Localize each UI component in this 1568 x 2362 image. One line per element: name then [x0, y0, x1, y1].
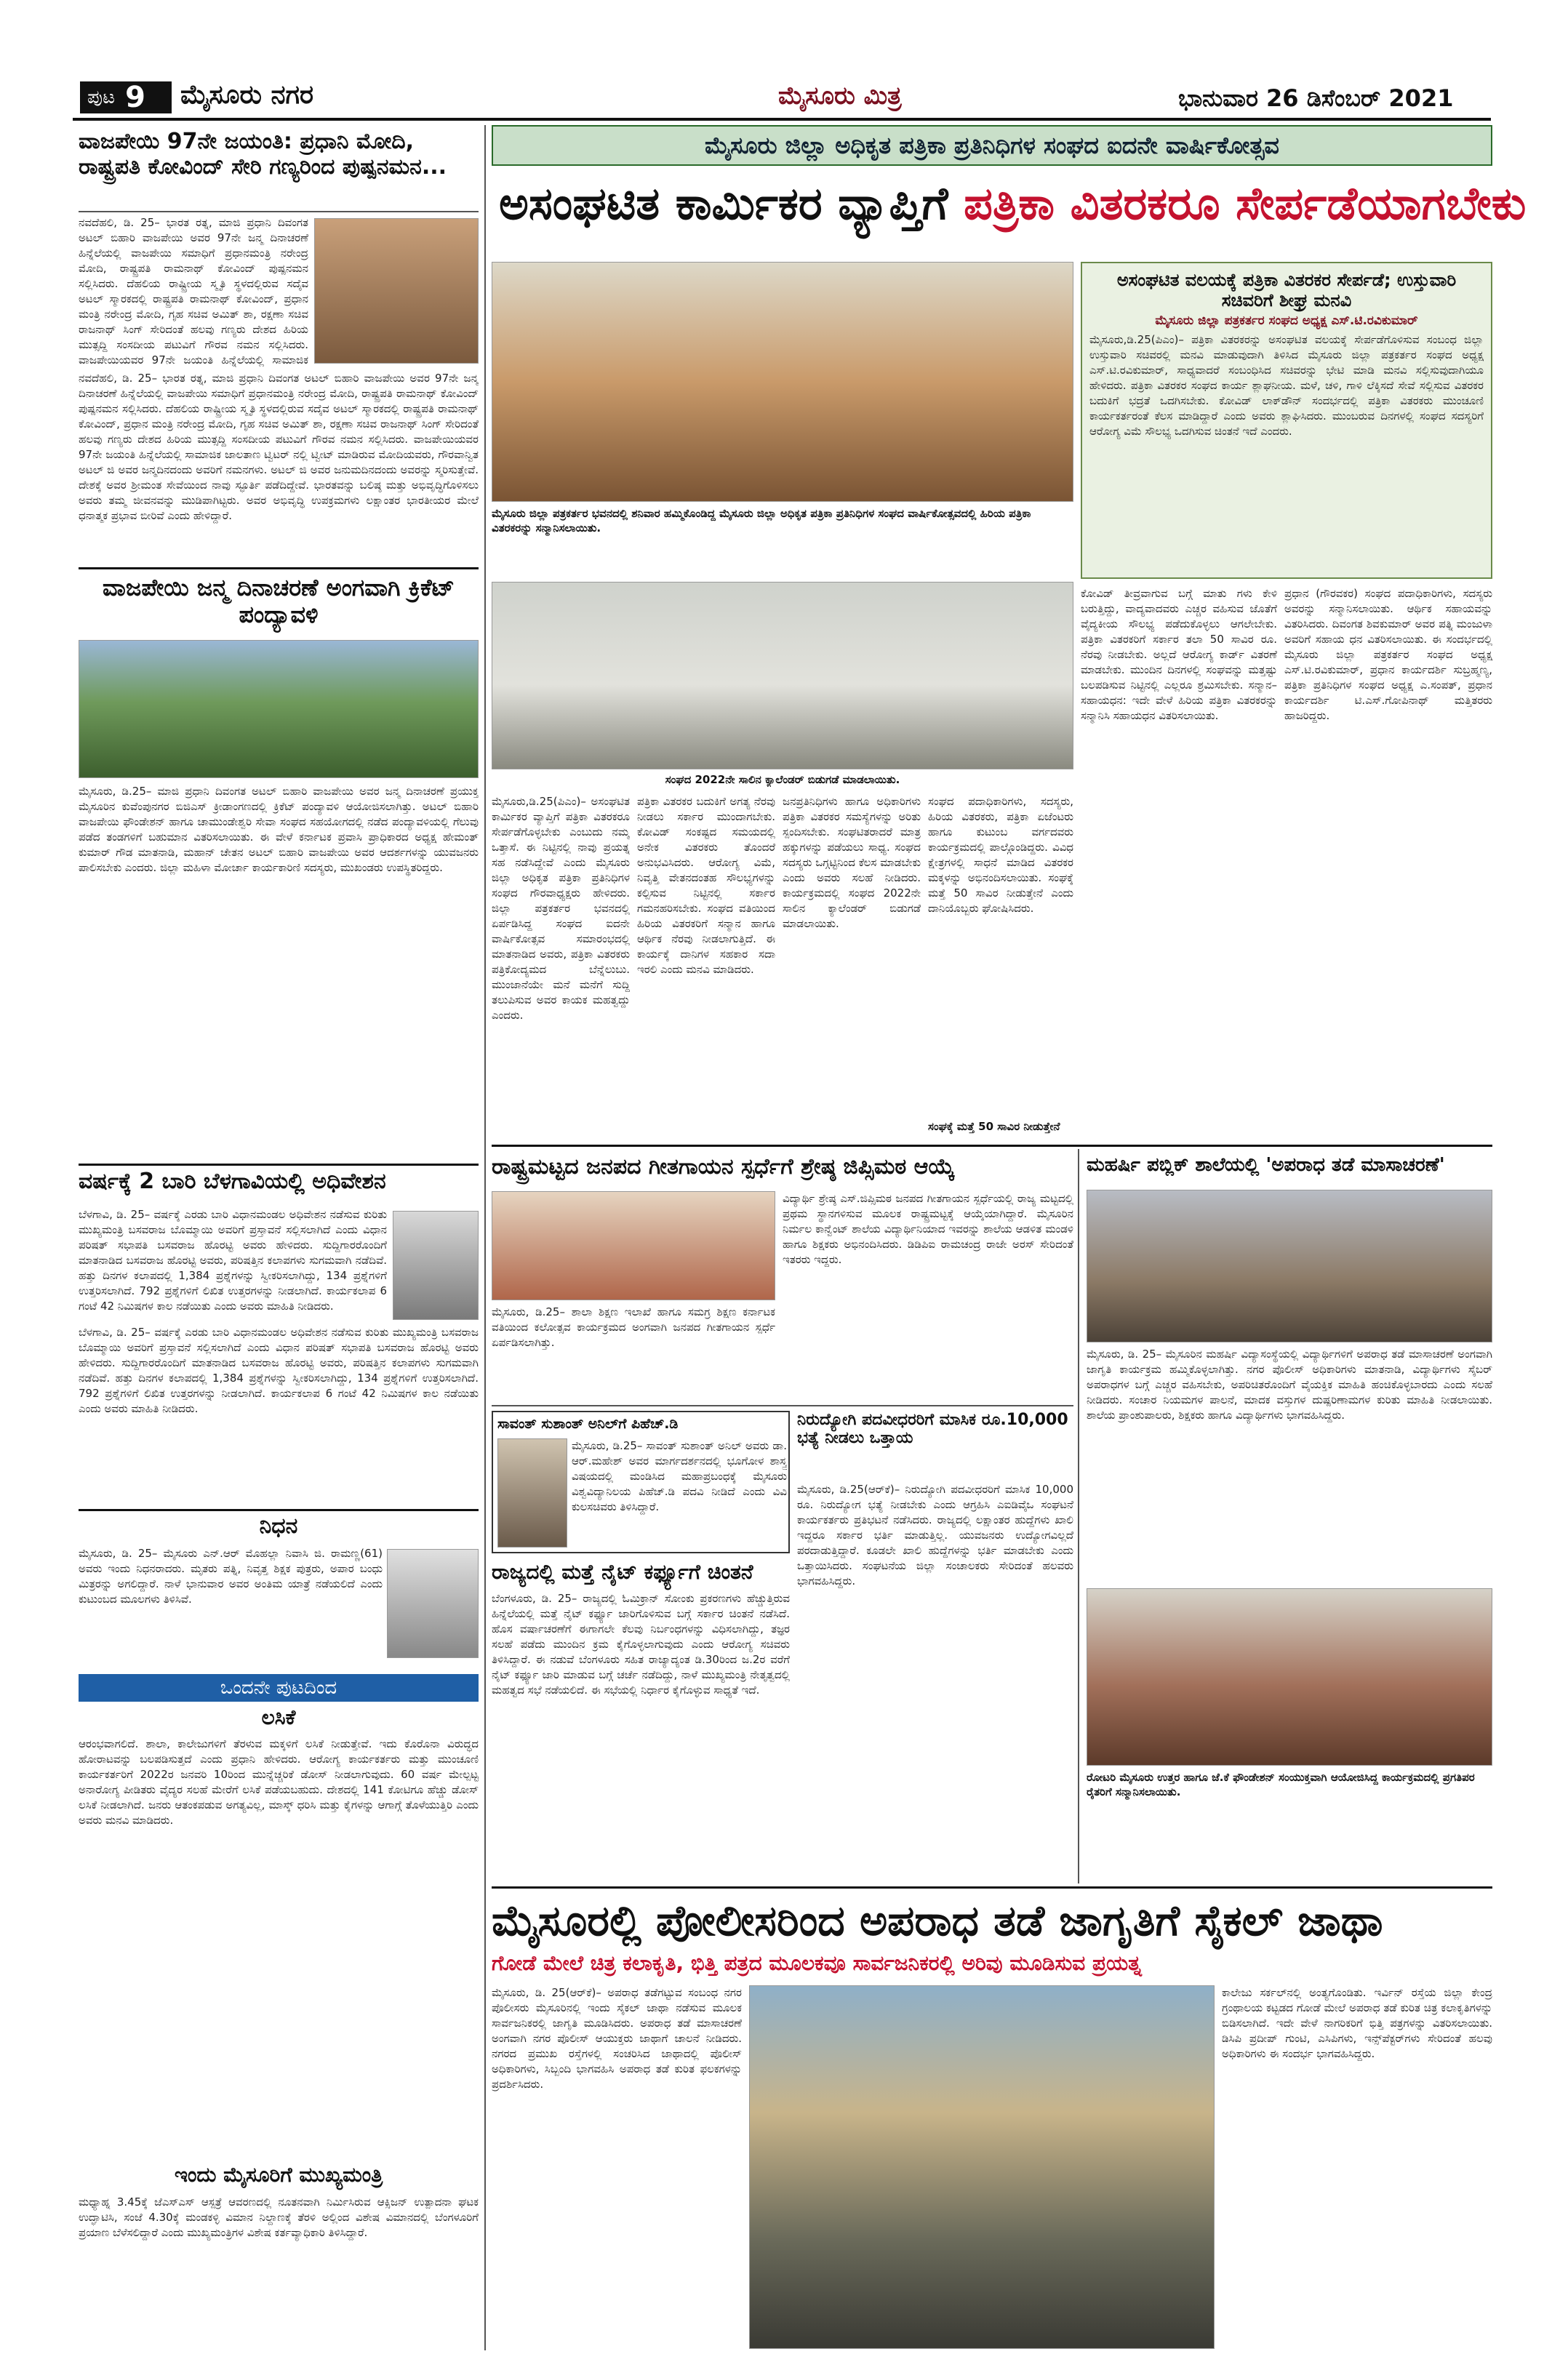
cm-visit-body: ಮಧ್ಯಾಹ್ನ 3.45ಕ್ಕೆ ಜೆಎಸ್ಎಸ್ ಆಸ್ಪತ್ರೆ ಆವರಣದಲ್ಲಿ ನೂತನವಾಗಿ ನಿರ್ಮಿಸಿರುವ ಆಕ್ಸಿಜನ್ ಉತ್ಪಾದನಾ ಘಟಕ ಉದ್ಘಾಟಿಸಿ, ಸಂಜೆ 4.30ಕ್ಕೆ ಮಂಡಕಳ್ಳಿ ವಿಮಾನ ನಿಲ್ದಾಣಕ್ಕೆ ತೆರಳಿ ಅಲ್ಲಿಂದ ವಿಶೇಷ ವಿಮಾನದಲ್ಲಿ ಬೆಂಗಳೂರಿಗೆ ಪ್ರಯಾಣ ಬೆಳೆಸಲಿದ್ದಾರೆ ಎಂದು ಮುಖ್ಯಮಂತ್ರಿಗಳ ವಿಶೇಷ ಕರ್ತವ್ಯಾಧಿಕಾರಿ ತಿಳಿಸಿದ್ದಾರೆ.	[79, 2195, 479, 2239]
divider	[79, 211, 479, 212]
phd-photo	[497, 1438, 567, 1548]
vajpayee-body-b: ನವದೆಹಲಿ, ಡಿ. 25– ಭಾರತ ರತ್ನ, ಮಾಜಿ ಪ್ರಧಾನಿ ದಿವಂಗತ ಅಟಲ್ ಬಿಹಾರಿ ವಾಜಪೇಯಿ ಅವರ 97ನೇ ಜನ್ಮ ದಿನಾಚರಣೆ ಹಿನ್ನೆಲೆಯಲ್ಲಿ ವಾಜಪೇಯಿ ಸಮಾಧಿಗೆ ಪ್ರಧಾನಮಂತ್ರಿ ನರೇಂದ್ರ ಮೋದಿ, ರಾಷ್ಟ್ರಪತಿ ರಾಮನಾಥ್ ಕೋವಿಂದ್ ಪುಷ್ಪನಮನ ಸಲ್ಲಿಸಿದರು. ದೆಹಲಿಯ ರಾಷ್ಟ್ರೀಯ ಸ್ಮೃತಿ ಸ್ಥಳದಲ್ಲಿರುವ ಸದೈವ ಅಟಲ್ ಸ್ಮಾರಕದಲ್ಲಿ ರಾಷ್ಟ್ರಪತಿ ರಾಮನಾಥ್ ಕೋವಿಂದ್, ಪ್ರಧಾನ ಮಂತ್ರಿ ನರೇಂದ್ರ ಮೋದಿ, ಗೃಹ ಸಚಿವ ಅಮಿತ್ ಶಾ, ರಕ್ಷಣಾ ಸಚಿವ ರಾಜನಾಥ್ ಸಿಂಗ್ ಸೇರಿದಂತೆ ಹಲವು ಗಣ್ಯರು ದೇಶದ ಹಿರಿಯ ಮುತ್ಸದ್ದಿ ಸಂಸದೀಯ ಪಟುವಿಗೆ ಗೌರವ ನಮನ ಸಲ್ಲಿಸಿದರು. ವಾಜಪೇಯಿಯವರ 97ನೇ ಜಯಂತಿ ಹಿನ್ನೆಲೆಯಲ್ಲಿ ಸಾಮಾಜಿಕ ಜಾಲತಾಣ ಟ್ವಿಟರ್ ನಲ್ಲಿ ಟ್ವೀಟ್ ಮಾಡಿರುವ ಮೋದಿಯವರು, ಗೌರವಾನ್ವಿತ ಅಟಲ್ ಜಿ ಅವರ ಜನ್ಮದಿನದಂದು ಅವರಿಗೆ ನಮನಗಳು. ಅಟಲ್ ಜಿ ಅವರ ಜನುಮದಿನದಂದು ಅವರನ್ನು ಸ್ಮರಿಸುತ್ತೇವೆ. ದೇಶಕ್ಕೆ ಅವರ ಶ್ರೀಮಂತ ಸೇವೆಯಿಂದ ನಾವು ಸ್ಫೂರ್ತಿ ಪಡೆದಿದ್ದೇವೆ. ಭಾರತವನ್ನು ಬಲಿಷ್ಠ ಮತ್ತು ಅಭಿವೃದ್ಧಿಗೊಳಿಸಲು ಅವರು ತಮ್ಮ ಜೀವನವನ್ನು ಮುಡಿಪಾಗಿಟ್ಟರು. ಅವರ ಅಭಿವೃದ್ಧಿ ಉಪಕ್ರಮಗಳು ಲಕ್ಷಾಂತರ ಭಾರತೀಯರ ಮೇಲೆ ಧನಾತ್ಮಕ ಪ್ರಭಾವ ಬೀರಿವೆ ಎಂದು ಹೇಳಿದ್ದಾರೆ.	[79, 372, 479, 522]
sidebar-box	[1081, 262, 1492, 579]
story-column-5: ಕೋವಿಡ್ ತೀವ್ರವಾಗುವ ಬಗ್ಗೆ ಮಾತು ಗಳು ಕೇಳಿ ಬರುತ್ತಿದ್ದು, ವಾದ್ಯವಾದವರು ಎಚ್ಚರ ವಹಿಸುವ ಜೊತೆಗೆ ವೈದ್ಯಕೀಯ ಸೌಲಭ್ಯ ಪಡೆದುಕೊಳ್ಳಲು ಆಗಲೇಬೇಕು. ಪತ್ರಿಕಾ ವಿತರಕರಿಗೆ ಸರ್ಕಾರ ತಲಾ 50 ಸಾವಿರ ರೂ. ನೆರವು ನೀಡಬೇಕು. ಅಲ್ಲದೆ ಆರೋಗ್ಯ ಕಾರ್ಡ್ ವಿತರಣೆ ಮಾಡಬೇಕು. ಮುಂದಿನ ದಿನಗಳಲ್ಲಿ ಸಂಘವನ್ನು ಮತ್ತಷ್ಟು ಬಲಪಡಿಸುವ ನಿಟ್ಟಿನಲ್ಲಿ ಎಲ್ಲರೂ ಶ್ರಮಿಸಬೇಕು. ಸನ್ಮಾನ–ಸಹಾಯಧನ: ಇದೇ ವೇಳೆ ಹಿರಿಯ ಪತ್ರಿಕಾ ವಿತರಕರನ್ನು ಸನ್ಮಾನಿಸಿ ಸಹಾಯಧನ ವಿತರಿಸಲಾಯಿತು.	[1081, 587, 1277, 722]
horatti-photo	[393, 1211, 479, 1320]
page-number: 9	[125, 81, 145, 114]
cycle-rally-subhead: ಗೋಡೆ ಮೇಲೆ ಚಿತ್ರ ಕಲಾಕೃತಿ, ಭಿತ್ತಿ ಪತ್ರದ ಮೂಲಕವೂ ಸಾರ್ವಜನಿಕರಲ್ಲಿ ಅರಿವು ಮೂಡಿಸುವ ಪ್ರಯತ್ನ	[492, 1951, 1142, 1975]
folk-song-caption: ಮೈಸೂರು, ಡಿ.25– ಶಾಲಾ ಶಿಕ್ಷಣ ಇಲಾಖೆ ಹಾಗೂ ಸಮಗ್ರ ಶಿಕ್ಷಣ ಕರ್ನಾಟಕ ವತಿಯಿಂದ ಕಲೋತ್ಸವ ಕಾರ್ಯಕ್ರಮದ ಅಂಗವಾಗಿ ಜನಪದ ಗೀತಗಾಯನ ಸ್ಪರ್ಧೆ ಏರ್ಪಡಿಸಲಾಗಿತ್ತು.	[492, 1305, 775, 1349]
sidebar-body: ಮೈಸೂರು,ಡಿ.25(ಪಿಎಂ)– ಪತ್ರಿಕಾ ವಿತರಕರನ್ನು ಅಸಂಘಟಿತ ವಲಯಕ್ಕೆ ಸೇರ್ಪಡೆಗೊಳಿಸುವ ಸಂಬಂಧ ಜಿಲ್ಲಾ ಉಸ್ತುವಾರಿ ಸಚಿವರಲ್ಲಿ ಮನವಿ ಮಾಡುವುದಾಗಿ ತಿಳಿಸಿದ ಮೈಸೂರು ಜಿಲ್ಲಾ ಪತ್ರಕರ್ತರ ಸಂಘದ ಅಧ್ಯಕ್ಷ ಎಸ್.ಟಿ.ರವಿಕುಮಾರ್, ಸಾಧ್ಯವಾದರೆ ಸಂಬಂಧಿಸಿದ ಸಚಿವರನ್ನು ಭೇಟಿ ಮಾಡಿ ಮನವಿ ಸಲ್ಲಿಸುವುದಾಗಿಯೂ ಹೇಳಿದರು. ಪತ್ರಿಕಾ ವಿತರಕರ ಸಂಘದ ಕಾರ್ಯ ಶ್ಲಾಘನೀಯ. ಮಳೆ, ಚಳಿ, ಗಾಳಿ ಲೆಕ್ಕಿಸದೆ ಸೇವೆ ಸಲ್ಲಿಸುವ ವಿತರಕರ ಬದುಕಿಗೆ ಭದ್ರತೆ ಒದಗಿಸಬೇಕು. ಕೋವಿಡ್ ಲಾಕ್‌ಡೌನ್ ಸಂದರ್ಭದಲ್ಲಿ ಪತ್ರಿಕಾ ವಿತರಕರು ಮುಂಚೂಣಿ ಕಾರ್ಯಕರ್ತರಂತೆ ಕೆಲಸ ಮಾಡಿದ್ದಾರೆ ಎಂದು ಅವರು ಶ್ಲಾಘಿಸಿದರು. ಮುಂಬರುವ ದಿನಗಳಲ್ಲಿ ಸಂಘದ ಸದಸ್ಯರಿಗೆ ಆರೋಗ್ಯ ವಿಮೆ ಸೌಲಭ್ಯ ಒದಗಿಸುವ ಚಿಂತನೆ ಇದೆ ಎಂದರು.	[1089, 333, 1484, 439]
phd-body: ಮೈಸೂರು, ಡಿ.25– ಸಾವಂತ್ ಸುಶಾಂತ್ ಅನಿಲ್ ಅವರು ಡಾ. ಆರ್.ಮಹೇಶ್ ಅವರ ಮಾರ್ಗದರ್ಶನದಲ್ಲಿ ಭೂಗೋಳ ಶಾಸ್ತ್ರ ವಿಷಯದಲ್ಲಿ ಮಂಡಿಸಿದ ಮಹಾಪ್ರಬಂಧಕ್ಕೆ ಮೈಸೂರು ವಿಶ್ವವಿದ್ಯಾನಿಲಯ ಪಿಹೆಚ್.ಡಿ ಪದವಿ ನೀಡಿದೆ ಎಂದು ವಿವಿ ಕುಲಸಚಿವರು ತಿಳಿಸಿದ್ದಾರೆ.	[572, 1439, 787, 1513]
maharshi-photo	[1087, 1190, 1492, 1342]
vaccine-headline: ಲಸಿಕೆ	[261, 1705, 296, 1729]
sidebar-headline: ಅಸಂಘಟಿತ ವಲಯಕ್ಕೆ ಪತ್ರಿಕಾ ವಿತರಕರ ಸೇರ್ಪಡೆ; ಉಸ್ತುವಾರಿ ಸಚಿವರಿಗೆ ಶೀಘ್ರ ಮನವಿ	[1116, 270, 1457, 311]
page-label: ಪುಟ	[87, 86, 116, 108]
vajpayee-headline: ವಾಜಪೇಯಿ 97ನೇ ಜಯಂತಿ: ಪ್ರಧಾನಿ ಮೋದಿ, ರಾಷ್ಟ್ರಪತಿ ಕೋವಿಂದ್ ಸೇರಿ ಗಣ್ಯರಿಂದ ಪುಷ್ಪನಮನ...	[79, 129, 447, 180]
story-column-2: ಪತ್ರಿಕಾ ವಿತರಕರ ಬದುಕಿಗೆ ಅಗತ್ಯ ನೆರವು ನೀಡಲು ಸರ್ಕಾರ ಮುಂದಾಗಬೇಕು. ಕೋವಿಡ್ ಸಂಕಷ್ಟದ ಸಮಯದಲ್ಲಿ ಅನೇಕ ವಿತರಕರು ತೊಂದರೆ ಅನುಭವಿಸಿದರು. ಆರೋಗ್ಯ ವಿಮೆ, ನಿವೃತ್ತಿ ವೇತನದಂತಹ ಸೌಲಭ್ಯಗಳನ್ನು ಕಲ್ಪಿಸುವ ನಿಟ್ಟಿನಲ್ಲಿ ಸರ್ಕಾರ ಗಮನಹರಿಸಬೇಕು. ಸಂಘದ ವತಿಯಿಂದ ಹಿರಿಯ ವಿತರಕರಿಗೆ ಸನ್ಮಾನ ಹಾಗೂ ಆರ್ಥಿಕ ನೆರವು ನೀಡಲಾಗುತ್ತಿದೆ. ಈ ಕಾರ್ಯಕ್ಕೆ ದಾನಿಗಳ ಸಹಕಾರ ಸದಾ ಇರಲಿ ಎಂದು ಮನವಿ ಮಾಡಿದರು.	[637, 795, 775, 976]
cricket-photo	[79, 640, 479, 778]
main-headline	[499, 175, 1527, 233]
cycle-rally-photo	[749, 1985, 1215, 2349]
story-column-6: ಪ್ರಧಾನ (ಗೌರವಕರ) ಸಂಘದ ಪದಾಧಿಕಾರಿಗಳು, ಸದಸ್ಯರು ಅವರನ್ನು ಸನ್ಮಾನಿಸಲಾಯಿತು. ಆರ್ಥಿಕ ಸಹಾಯವನ್ನು ವಿತರಿಸಿದರು. ದಿವಂಗತ ಶಿವಕುಮಾರ್ ಅವರ ಪತ್ನಿ ಮಂಜುಳಾ ಅವರಿಗೆ ಸಹಾಯ ಧನ ವಿತರಿಸಲಾಯಿತು. ಈ ಸಂದರ್ಭದಲ್ಲಿ ಮೈಸೂರು ಜಿಲ್ಲಾ ಪತ್ರಕರ್ತರ ಸಂಘದ ಅಧ್ಯಕ್ಷ ಎಸ್.ಟಿ.ರವಿಕುಮಾರ್, ಪ್ರಧಾನ ಕಾರ್ಯದರ್ಶಿ ಸುಬ್ರಹ್ಮಣ್ಯ, ಪತ್ರಿಕಾ ಪ್ರತಿನಿಧಿಗಳ ಸಂಘದ ಅಧ್ಯಕ್ಷ ಎ.ಸಂಪತ್, ಪ್ರಧಾನ ಕಾರ್ಯದರ್ಶಿ ಟಿ.ಎಸ್.ಗೋಪಿನಾಥ್ ಮತ್ತಿತರರು ಹಾಜರಿದ್ದರು.	[1284, 587, 1492, 722]
column-divider	[484, 125, 486, 2350]
session-body-a: ಬೆಳಗಾವಿ, ಡಿ. 25– ವರ್ಷಕ್ಕೆ ಎರಡು ಬಾರಿ ವಿಧಾನಮಂಡಲ ಅಧಿವೇಶನ ನಡೆಸುವ ಕುರಿತು ಮುಖ್ಯಮಂತ್ರಿ ಬಸವರಾಜ ಬೊಮ್ಮಾಯಿ ಅವರಿಗೆ ಪ್ರಸ್ತಾವನೆ ಸಲ್ಲಿಸಲಾಗಿದೆ ಎಂದು ವಿಧಾನ ಪರಿಷತ್ ಸಭಾಪತಿ ಬಸವರಾಜ ಹೊರಟ್ಟಿ ಅವರು ಹೇಳಿದರು. ಸುದ್ದಿಗಾರರೊಂದಿಗೆ ಮಾತನಾಡಿದ ಬಸವರಾಜ ಹೊರಟ್ಟಿ ಅವರು, ಪರಿಷತ್ತಿನ ಕಲಾಪಗಳು ಸುಗಮವಾಗಿ ನಡೆದಿವೆ. ಹತ್ತು ದಿನಗಳ ಕಲಾಪದಲ್ಲಿ 1,384 ಪ್ರಶ್ನೆಗಳನ್ನು ಸ್ವೀಕರಿಸಲಾಗಿದ್ದು, 134 ಪ್ರಶ್ನೆಗಳಿಗೆ ಉತ್ತರಿಸಲಾಗಿದೆ. 792 ಪ್ರಶ್ನೆಗಳಿಗೆ ಲಿಖಿತ ಉತ್ತರಗಳನ್ನು ನೀಡಲಾಗಿದೆ. ಕಾರ್ಯಕಲಾಪ 6 ಗಂಟೆ 42 ನಿಮಿಷಗಳ ಕಾಲ ನಡೆಯಿತು ಎಂದು ಅವರು ಮಾಹಿತಿ ನೀಡಿದರು.	[79, 1208, 387, 1313]
rotary-caption: ರೋಟರಿ ಮೈಸೂರು ಉತ್ತರ ಹಾಗೂ ಜೆ.ಕೆ ಫೌಂಡೇಶನ್ ಸಂಯುಕ್ತವಾಗಿ ಆಯೋಜಿಸಿದ್ದ ಕಾರ್ಯಕ್ರಮದಲ್ಲಿ ಪ್ರಗತಿಪರ ರೈತರಿಗೆ ಸನ್ಮಾನಿಸಲಾಯಿತು.	[1087, 1771, 1475, 1798]
divider	[492, 1886, 1492, 1889]
felicitation-caption: ಮೈಸೂರು ಜಿಲ್ಲಾ ಪತ್ರಕರ್ತರ ಭವನದಲ್ಲಿ ಶನಿವಾರ ಹಮ್ಮಿಕೊಂಡಿದ್ದ ಮೈಸೂರು ಜಿಲ್ಲಾ ಅಧಿಕೃತ ಪತ್ರಿಕಾ ಪ್ರತಿನಿಧಿಗಳ ಸಂಘದ ವಾರ್ಷಿಕೋತ್ಸವದಲ್ಲಿ ಹಿರಿಯ ಪತ್ರಿಕಾ ವಿತರಕರನ್ನು ಸನ್ಮಾನಿಸಲಾಯಿತು.	[492, 507, 1031, 535]
folk-song-headline: ರಾಷ್ಟ್ರಮಟ್ಟದ ಜನಪದ ಗೀತಗಾಯನ ಸ್ಪರ್ಧೆಗೆ ಶ್ರೇಷ್ಠ ಜಿಪ್ಸಿಮಠ ಆಯ್ಕೆ	[492, 1154, 955, 1180]
session-headline: ವರ್ಷಕ್ಕೆ 2 ಬಾರಿ ಬೆಳಗಾವಿಯಲ್ಲಿ ಅಧಿವೇಶನ	[79, 1169, 386, 1194]
session-body-b: ಬೆಳಗಾವಿ, ಡಿ. 25– ವರ್ಷಕ್ಕೆ ಎರಡು ಬಾರಿ ವಿಧಾನಮಂಡಲ ಅಧಿವೇಶನ ನಡೆಸುವ ಕುರಿತು ಮುಖ್ಯಮಂತ್ರಿ ಬಸವರಾಜ ಬೊಮ್ಮಾಯಿ ಅವರಿಗೆ ಪ್ರಸ್ತಾವನೆ ಸಲ್ಲಿಸಲಾಗಿದೆ ಎಂದು ವಿಧಾನ ಪರಿಷತ್ ಸಭಾಪತಿ ಬಸವರಾಜ ಹೊರಟ್ಟಿ ಅವರು ಹೇಳಿದರು. ಸುದ್ದಿಗಾರರೊಂದಿಗೆ ಮಾತನಾಡಿದ ಬಸವರಾಜ ಹೊರಟ್ಟಿ ಅವರು, ಪರಿಷತ್ತಿನ ಕಲಾಪಗಳು ಸುಗಮವಾಗಿ ನಡೆದಿವೆ. ಹತ್ತು ದಿನಗಳ ಕಲಾಪದಲ್ಲಿ 1,384 ಪ್ರಶ್ನೆಗಳನ್ನು ಸ್ವೀಕರಿಸಲಾಗಿದ್ದು, 134 ಪ್ರಶ್ನೆಗಳಿಗೆ ಉತ್ತರಿಸಲಾಗಿದೆ. 792 ಪ್ರಶ್ನೆಗಳಿಗೆ ಲಿಖಿತ ಉತ್ತರಗಳನ್ನು ನೀಡಲಾಗಿದೆ. ಕಾರ್ಯಕಲಾಪ 6 ಗಂಟೆ 42 ನಿಮಿಷಗಳ ಕಾಲ ನಡೆಯಿತು ಎಂದು ಅವರು ಮಾಹಿತಿ ನೀಡಿದರು.	[79, 1326, 479, 1415]
story-highlight: ಸಂಘಕ್ಕೆ ಮತ್ತೆ 50 ಸಾವಿರ ನೀಡುತ್ತೇನೆ	[928, 1120, 1060, 1133]
curfew-body: ಬೆಂಗಳೂರು, ಡಿ. 25– ರಾಜ್ಯದಲ್ಲಿ ಓಮಿಕ್ರಾನ್ ಸೋಂಕು ಪ್ರಕರಣಗಳು ಹೆಚ್ಚುತ್ತಿರುವ ಹಿನ್ನೆಲೆಯಲ್ಲಿ ಮತ್ತೆ ನೈಟ್ ಕರ್ಫ್ಯೂ ಜಾರಿಗೊಳಿಸುವ ಬಗ್ಗೆ ಸರ್ಕಾರ ಚಿಂತನೆ ನಡೆಸಿದೆ. ಹೊಸ ವರ್ಷಾಚರಣೆಗೆ ಈಗಾಗಲೇ ಕೆಲವು ನಿರ್ಬಂಧಗಳನ್ನು ವಿಧಿಸಲಾಗಿದ್ದು, ತಜ್ಞರ ಸಲಹೆ ಪಡೆದು ಮುಂದಿನ ಕ್ರಮ ಕೈಗೊಳ್ಳಲಾಗುವುದು ಎಂದು ಆರೋಗ್ಯ ಸಚಿವರು ತಿಳಿಸಿದ್ದಾರೆ. ಈ ನಡುವೆ ಬೆಂಗಳೂರು ಸಹಿತ ರಾಜ್ಯಾದ್ಯಂತ ಡಿ.30ರಿಂದ ಜ.2ರ ವರೆಗೆ ನೈಟ್ ಕರ್ಫ್ಯೂ ಜಾರಿ ಮಾಡುವ ಬಗ್ಗೆ ಚರ್ಚೆ ನಡೆದಿದ್ದು, ನಾಳೆ ಮುಖ್ಯಮಂತ್ರಿ ನೇತೃತ್ವದಲ್ಲಿ ಮಹತ್ವದ ಸಭೆ ನಡೆಯಲಿದೆ. ಈ ಸಭೆಯಲ್ಲಿ ನಿರ್ಧಾರ ಕೈಗೊಳ್ಳುವ ಸಾಧ್ಯತೆ ಇದೆ.	[492, 1592, 790, 1697]
column-divider	[1078, 1149, 1079, 1883]
rotary-photo	[1087, 1588, 1492, 1766]
folk-song-photo	[492, 1191, 775, 1300]
story-column-1: ಮೈಸೂರು,ಡಿ.25(ಪಿಎಂ)– ಅಸಂಘಟಿತ ಕಾರ್ಮಿಕರ ವ್ಯಾಪ್ತಿಗೆ ಪತ್ರಿಕಾ ವಿತರಕರೂ ಸೇರ್ಪಡೆಗೊಳ್ಳಬೇಕು ಎಂಬುದು ನಮ್ಮ ಒತ್ತಾಸೆ. ಈ ನಿಟ್ಟಿನಲ್ಲಿ ನಾವು ಪ್ರಯತ್ನ ಸಹ ನಡೆಸಿದ್ದೇವೆ ಎಂದು ಮೈಸೂರು ಜಿಲ್ಲಾ ಅಧಿಕೃತ ಪತ್ರಿಕಾ ಪ್ರತಿನಿಧಿಗಳ ಸಂಘದ ಗೌರವಾಧ್ಯಕ್ಷರು ಹೇಳಿದರು. ಜಿಲ್ಲಾ ಪತ್ರಕರ್ತರ ಭವನದಲ್ಲಿ ಏರ್ಪಡಿಸಿದ್ದ ಸಂಘದ ಐದನೇ ವಾರ್ಷಿಕೋತ್ಸವ ಸಮಾರಂಭದಲ್ಲಿ ಮಾತನಾಡಿದ ಅವರು, ಪತ್ರಿಕಾ ವಿತರಕರು ಪತ್ರಿಕೋದ್ಯಮದ ಬೆನ್ನೆಲುಬು. ಮುಂಜಾನೆಯೇ ಮನೆ ಮನೆಗೆ ಸುದ್ದಿ ತಲುಪಿಸುವ ಅವರ ಕಾಯಕ ಮಹತ್ವದ್ದು ಎಂದರು.	[492, 795, 630, 1022]
divider	[492, 1405, 1073, 1406]
cricket-body: ಮೈಸೂರು, ಡಿ.25– ಮಾಜಿ ಪ್ರಧಾನಿ ದಿವಂಗತ ಅಟಲ್ ಬಿಹಾರಿ ವಾಜಪೇಯಿ ಅವರ ಜನ್ಮ ದಿನಾಚರಣೆ ಪ್ರಯುಕ್ತ ಮೈಸೂರಿನ ಕುವೆಂಪುನಗರ ಬಿಜಿಎಸ್ ಕ್ರೀಡಾಂಗಣದಲ್ಲಿ ಕ್ರಿಕೆಟ್ ಪಂದ್ಯಾವಳಿ ಆಯೋಜಿಸಲಾಗಿತ್ತು. ಅಟಲ್ ಬಿಹಾರಿ ವಾಜಪೇಯಿ ಫೌಂಡೇಶನ್ ಹಾಗೂ ಚಾಮುಂಡೇಶ್ವರಿ ಸೇವಾ ಸಂಘದ ಸಹಯೋಗದಲ್ಲಿ ನಡೆದ ಪಂದ್ಯಾವಳಿಯಲ್ಲಿ ಗೆಲುವು ಪಡೆದ ತಂಡಗಳಿಗೆ ಬಹುಮಾನ ವಿತರಿಸಲಾಯಿತು. ಈ ವೇಳೆ ಕರ್ನಾಟಕ ಪ್ರವಾಸಿ ಪ್ರಾಧಿಕಾರದ ಅಧ್ಯಕ್ಷ ಹೇಮಂತ್ ಕುಮಾರ್ ಗೌಡ ಮಾತನಾಡಿ, ಮಹಾನ್ ಚೇತನ ಅಟಲ್ ಬಿಹಾರಿ ವಾಜಪೇಯಿ ಅವರ ಆದರ್ಶಗಳನ್ನು ಯುವಜನರು ಪಾಲಿಸಬೇಕು ಎಂದರು. ಜಿಲ್ಲಾ ಮಹಿಳಾ ಮೋರ್ಚಾ ಕಾರ್ಯಕಾರಿಣಿ ಸದಸ್ಯರು, ಮುಖಂಡರು ಉಪಸ್ಥಿತರಿದ್ದರು.	[79, 785, 479, 874]
phd-box	[492, 1411, 790, 1553]
anniversary-banner: ಮೈಸೂರು ಜಿಲ್ಲಾ ಅಧಿಕೃತ ಪತ್ರಿಕಾ ಪ್ರತಿನಿಧಿಗಳ ಸಂಘದ ಐದನೇ ವಾರ್ಷಿಕೋತ್ಸವ	[492, 125, 1492, 166]
cycle-rally-body-2: ಕಾಲೇಜು ಸರ್ಕಲ್‌ನಲ್ಲಿ ಅಂತ್ಯಗೊಂಡಿತು. ಇರ್ವಿನ್ ರಸ್ತೆಯ ಜಿಲ್ಲಾ ಕೇಂದ್ರ ಗ್ರಂಥಾಲಯ ಕಟ್ಟಡದ ಗೋಡೆ ಮೇಲೆ ಅಪರಾಧ ತಡೆ ಕುರಿತ ಚಿತ್ರ ಕಲಾಕೃತಿಗಳನ್ನು ಬಿಡಿಸಲಾಗಿದೆ. ಇದೇ ವೇಳೆ ನಾಗರಿಕರಿಗೆ ಭಿತ್ತಿ ಪತ್ರಗಳನ್ನು ವಿತರಿಸಲಾಯಿತು. ಡಿಸಿಪಿ ಪ್ರದೀಪ್ ಗುಂಟಿ, ಎಸಿಪಿಗಳು, ಇನ್ಸ್‌ಪೆಕ್ಟರ್‌ಗಳು ಸೇರಿದಂತೆ ಹಲವು ಅಧಿಕಾರಿಗಳು ಈ ಸಂದರ್ಭ ಭಾಗವಹಿಸಿದ್ದರು.	[1222, 1986, 1492, 2060]
sidebar-subhead: ಮೈಸೂರು ಜಿಲ್ಲಾ ಪತ್ರಕರ್ತರ ಸಂಘದ ಅಧ್ಯಕ್ಷ ಎಸ್.ಟಿ.ರವಿಕುಮಾರ್	[1155, 313, 1418, 329]
obituary-photo	[387, 1549, 479, 1658]
cycle-rally-body-1: ಮೈಸೂರು, ಡಿ. 25(ಆರ್‌ಕೆ)– ಅಪರಾಧ ತಡೆಗಟ್ಟುವ ಸಂಬಂಧ ನಗರ ಪೊಲೀಸರು ಮೈಸೂರಿನಲ್ಲಿ ಇಂದು ಸೈಕಲ್ ಜಾಥಾ ನಡೆಸುವ ಮೂಲಕ ಸಾರ್ವಜನಿಕರಲ್ಲಿ ಜಾಗೃತಿ ಮೂಡಿಸಿದರು. ಅಪರಾಧ ತಡೆ ಮಾಸಾಚರಣೆ ಅಂಗವಾಗಿ ನಗರ ಪೊಲೀಸ್ ಆಯುಕ್ತರು ಜಾಥಾಗೆ ಚಾಲನೆ ನೀಡಿದರು. ನಗರದ ಪ್ರಮುಖ ರಸ್ತೆಗಳಲ್ಲಿ ಸಂಚರಿಸಿದ ಜಾಥಾದಲ್ಲಿ ಪೊಲೀಸ್ ಅಧಿಕಾರಿಗಳು, ಸಿಬ್ಬಂದಿ ಭಾಗವಹಿಸಿ ಅಪರಾಧ ತಡೆ ಕುರಿತ ಫಲಕಗಳನ್ನು ಪ್ರದರ್ಶಿಸಿದರು.	[492, 1986, 742, 2091]
section-title: ಮೈಸೂರು ನಗರ	[180, 80, 314, 110]
cycle-rally-headline: ಮೈಸೂರಲ್ಲಿ ಪೋಲೀಸರಿಂದ ಅಪರಾಧ ತಡೆ ಜಾಗೃತಿಗೆ ಸೈಕಲ್ ಜಾಥಾ	[492, 1896, 1383, 1945]
vaccine-body: ಆರಂಭವಾಗಲಿದೆ. ಶಾಲಾ, ಕಾಲೇಜುಗಳಿಗೆ ತೆರಳುವ ಮಕ್ಕಳಿಗೆ ಲಸಿಕೆ ನೀಡುತ್ತೇವೆ. ಇದು ಕೊರೊನಾ ವಿರುದ್ಧದ ಹೋರಾಟವನ್ನು ಬಲಪಡಿಸುತ್ತದೆ ಎಂದು ಪ್ರಧಾನಿ ಹೇಳಿದರು. ಆರೋಗ್ಯ ಕಾರ್ಯಕರ್ತರು ಮತ್ತು ಮುಂಚೂಣಿ ಕಾರ್ಯಕರ್ತರಿಗೆ 2022ರ ಜನವರಿ 10ರಿಂದ ಮುನ್ನೆಚ್ಚರಿಕೆ ಡೋಸ್ ನೀಡಲಾಗುವುದು. 60 ವರ್ಷ ಮೇಲ್ಪಟ್ಟ ಅನಾರೋಗ್ಯ ಪೀಡಿತರು ವೈದ್ಯರ ಸಲಹೆ ಮೇರೆಗೆ ಲಸಿಕೆ ಪಡೆಯಬಹುದು. ದೇಶದಲ್ಲಿ 141 ಕೋಟಿಗೂ ಹೆಚ್ಚು ಡೋಸ್ ಲಸಿಕೆ ನೀಡಲಾಗಿದೆ. ಜನರು ಆತಂಕಪಡುವ ಅಗತ್ಯವಿಲ್ಲ, ಮಾಸ್ಕ್ ಧರಿಸಿ ಮತ್ತು ಕೈಗಳನ್ನು ಆಗಾಗ್ಗೆ ತೊಳೆಯುತ್ತಿರಿ ಎಂದು ಅವರು ಮನವಿ ಮಾಡಿದರು.	[79, 1737, 479, 1827]
felicitation-photo	[492, 262, 1073, 502]
folk-song-body: ವಿದ್ಯಾರ್ಥಿ ಶ್ರೇಷ್ಠ ಎಸ್.ಜಿಪ್ಸಿಮಠ ಜನಪದ ಗೀತಗಾಯನ ಸ್ಪರ್ಧೆಯಲ್ಲಿ ರಾಜ್ಯ ಮಟ್ಟದಲ್ಲಿ ಪ್ರಥಮ ಸ್ಥಾನಗಳಿಸುವ ಮೂಲಕ ರಾಷ್ಟ್ರಮಟ್ಟಕ್ಕೆ ಆಯ್ಕೆಯಾಗಿದ್ದಾರೆ. ಮೈಸೂರಿನ ನಿರ್ಮಲ ಕಾನ್ವೆಂಟ್ ಶಾಲೆಯ ವಿದ್ಯಾರ್ಥಿನಿಯಾದ ಇವರನ್ನು ಶಾಲೆಯ ಆಡಳಿತ ಮಂಡಳಿ ಹಾಗೂ ಶಿಕ್ಷಕರು ಅಭಿನಂದಿಸಿದರು. ಡಿಡಿಪಿಐ ರಾಮಚಂದ್ರ ರಾಜೇ ಅರಸ್ ಸೇರಿದಂತೆ ಇತರರು ಇದ್ದರು.	[783, 1192, 1073, 1266]
allowance-headline: ನಿರುದ್ಯೋಗಿ ಪದವೀಧರರಿಗೆ ಮಾಸಿಕ ರೂ.10,000 ಭತ್ಯೆ ನೀಡಲು ಒತ್ತಾಯ	[797, 1411, 1068, 1448]
phd-headline: ಸಾವಂತ್ ಸುಶಾಂತ್ ಅನಿಲ್‌ಗೆ ಪಿಹೆಚ್.ಡಿ	[497, 1416, 679, 1432]
calendar-release-photo	[492, 582, 1073, 769]
story-column-4: ಸಂಘದ ಪದಾಧಿಕಾರಿಗಳು, ಸದಸ್ಯರು, ಹಿರಿಯ ವಿತರಕರು, ಪತ್ರಿಕಾ ಏಜೆಂಟರು ಹಾಗೂ ಕುಟುಂಬ ವರ್ಗದವರು ಕಾರ್ಯಕ್ರಮದಲ್ಲಿ ಪಾಲ್ಗೊಂಡಿದ್ದರು. ವಿವಿಧ ಕ್ಷೇತ್ರಗಳಲ್ಲಿ ಸಾಧನೆ ಮಾಡಿದ ವಿತರಕರ ಮಕ್ಕಳನ್ನು ಅಭಿನಂದಿಸಲಾಯಿತು. ಸಂಘಕ್ಕೆ ಮತ್ತೆ 50 ಸಾವಿರ ನೀಡುತ್ತೇನೆ ಎಂದು ದಾನಿಯೊಬ್ಬರು ಘೋಷಿಸಿದರು.	[928, 795, 1073, 915]
newspaper-logo: ಮೈಸೂರು ಮಿತ್ರ	[778, 81, 902, 111]
obituary-body: ಮೈಸೂರು, ಡಿ. 25– ಮೈಸೂರು ಎನ್.ಆರ್ ಮೊಹಲ್ಲಾ ನಿವಾಸಿ ಜಿ. ರಾಮಣ್ಣ(61) ಅವರು ಇಂದು ನಿಧನರಾದರು. ಮೃತರು ಪತ್ನಿ, ನಿವೃತ್ತ ಶಿಕ್ಷಕ ಪುತ್ರರು, ಅಪಾರ ಬಂಧು ಮಿತ್ರರನ್ನು ಅಗಲಿದ್ದಾರೆ. ನಾಳೆ ಭಾನುವಾರ ಅವರ ಅಂತಿಮ ಯಾತ್ರೆ ನಡೆಯಲಿದೆ ಎಂದು ಕುಟುಂಬದ ಮೂಲಗಳು ತಿಳಿಸಿವೆ.	[79, 1547, 383, 1606]
main-headline-part1: ಅಸಂಘಟಿತ ಕಾರ್ಮಿಕರ ವ್ಯಾಪ್ತಿಗೆ	[499, 177, 948, 230]
page-number-box	[80, 81, 172, 113]
divider	[79, 567, 479, 569]
obituary-headline: ನಿಧನ	[259, 1513, 298, 1539]
main-headline-part2: ಪತ್ರಿಕಾ ವಿತರಕರೂ ಸೇರ್ಪಡೆಯಾಗಬೇಕು	[964, 177, 1527, 230]
vajpayee-photo	[314, 218, 479, 364]
divider	[492, 1145, 1492, 1147]
divider	[79, 1164, 479, 1166]
maharshi-headline: ಮಹರ್ಷಿ ಪಬ್ಲಿಕ್ ಶಾಲೆಯಲ್ಲಿ 'ಅಪರಾಧ ತಡೆ ಮಾಸಾಚರಣೆ'	[1087, 1154, 1445, 1176]
curfew-headline: ರಾಜ್ಯದಲ್ಲಿ ಮತ್ತೆ ನೈಟ್ ಕರ್ಫ್ಯೂಗೆ ಚಿಂತನೆ	[492, 1560, 753, 1584]
cm-visit-headline: ಇಂದು ಮೈಸೂರಿಗೆ ಮುಖ್ಯಮಂತ್ರಿ	[174, 2163, 383, 2187]
continued-from-front-banner: ಒಂದನೇ ಪುಟದಿಂದ	[79, 1674, 479, 1702]
maharshi-body: ಮೈಸೂರು, ಡಿ. 25– ಮೈಸೂರಿನ ಮಹರ್ಷಿ ವಿದ್ಯಾಸಂಸ್ಥೆಯಲ್ಲಿ ವಿದ್ಯಾರ್ಥಿಗಳಿಗೆ ಅಪರಾಧ ತಡೆ ಮಾಸಾಚರಣೆ ಅಂಗವಾಗಿ ಜಾಗೃತಿ ಕಾರ್ಯಕ್ರಮ ಹಮ್ಮಿಕೊಳ್ಳಲಾಗಿತ್ತು. ನಗರ ಪೊಲೀಸ್ ಅಧಿಕಾರಿಗಳು ಮಾತನಾಡಿ, ವಿದ್ಯಾರ್ಥಿಗಳು ಸೈಬರ್ ಅಪರಾಧಗಳ ಬಗ್ಗೆ ಎಚ್ಚರ ವಹಿಸಬೇಕು, ಅಪರಿಚಿತರೊಂದಿಗೆ ವೈಯಕ್ತಿಕ ಮಾಹಿತಿ ಹಂಚಿಕೊಳ್ಳಬಾರದು ಎಂದು ಸಲಹೆ ನೀಡಿದರು. ಸಂಚಾರ ನಿಯಮಗಳ ಪಾಲನೆ, ಮಾದಕ ವಸ್ತುಗಳ ದುಷ್ಪರಿಣಾಮಗಳ ಕುರಿತು ಮಾಹಿತಿ ನೀಡಲಾಯಿತು. ಶಾಲೆಯ ಪ್ರಾಂಶುಪಾಲರು, ಶಿಕ್ಷಕರು ಹಾಗೂ ವಿದ್ಯಾರ್ಥಿಗಳು ಭಾಗವಹಿಸಿದ್ದರು.	[1087, 1348, 1492, 1422]
calendar-caption: ಸಂಘದ 2022ನೇ ಸಾಲಿನ ಕ್ಯಾಲೆಂಡರ್ ಬಿಡುಗಡೆ ಮಾಡಲಾಯಿತು.	[665, 773, 900, 786]
issue-date: ಭಾನುವಾರ 26 ಡಿಸೆಂಬರ್ 2021	[1178, 84, 1454, 112]
divider	[79, 1509, 479, 1511]
masthead-rule	[73, 118, 1491, 121]
allowance-body: ಮೈಸೂರು, ಡಿ.25(ಆರ್‌ಕೆ)– ನಿರುದ್ಯೋಗಿ ಪದವೀಧರರಿಗೆ ಮಾಸಿಕ 10,000 ರೂ. ನಿರುದ್ಯೋಗ ಭತ್ಯೆ ನೀಡಬೇಕು ಎಂದು ಆಗ್ರಹಿಸಿ ಎಐಡಿವೈಒ ಸಂಘಟನೆ ಕಾರ್ಯಕರ್ತರು ಪ್ರತಿಭಟನೆ ನಡೆಸಿದರು. ರಾಜ್ಯದಲ್ಲಿ ಲಕ್ಷಾಂತರ ಹುದ್ದೆಗಳು ಖಾಲಿ ಇದ್ದರೂ ಸರ್ಕಾರ ಭರ್ತಿ ಮಾಡುತ್ತಿಲ್ಲ. ಯುವಜನರು ಉದ್ಯೋಗವಿಲ್ಲದೆ ಪರದಾಡುತ್ತಿದ್ದಾರೆ. ಕೂಡಲೇ ಖಾಲಿ ಹುದ್ದೆಗಳನ್ನು ಭರ್ತಿ ಮಾಡಬೇಕು ಎಂದು ಒತ್ತಾಯಿಸಿದರು. ಸಂಘಟನೆಯ ಜಿಲ್ಲಾ ಸಂಚಾಲಕರು ಸೇರಿದಂತೆ ಹಲವರು ಭಾಗವಹಿಸಿದ್ದರು.	[797, 1483, 1073, 1588]
cricket-headline: ವಾಜಪೇಯಿ ಜನ್ಮ ದಿನಾಚರಣೆ ಅಂಗವಾಗಿ ಕ್ರಿಕೆಟ್ ಪಂದ್ಯಾವಳಿ	[102, 574, 455, 628]
story-column-3: ಜನಪ್ರತಿನಿಧಿಗಳು ಹಾಗೂ ಅಧಿಕಾರಿಗಳು ಪತ್ರಿಕಾ ವಿತರಕರ ಸಮಸ್ಯೆಗಳನ್ನು ಅರಿತು ಸ್ಪಂದಿಸಬೇಕು. ಸಂಘಟಿತರಾದರೆ ಮಾತ್ರ ಹಕ್ಕುಗಳನ್ನು ಪಡೆಯಲು ಸಾಧ್ಯ. ಸಂಘದ ಸದಸ್ಯರು ಒಗ್ಗಟ್ಟಿನಿಂದ ಕೆಲಸ ಮಾಡಬೇಕು ಎಂದು ಅವರು ಸಲಹೆ ನೀಡಿದರು. ಕಾರ್ಯಕ್ರಮದಲ್ಲಿ ಸಂಘದ 2022ನೇ ಸಾಲಿನ ಕ್ಯಾಲೆಂಡರ್ ಬಿಡುಗಡೆ ಮಾಡಲಾಯಿತು.	[783, 795, 921, 930]
vajpayee-body-a: ನವದೆಹಲಿ, ಡಿ. 25– ಭಾರತ ರತ್ನ, ಮಾಜಿ ಪ್ರಧಾನಿ ದಿವಂಗತ ಅಟಲ್ ಬಿಹಾರಿ ವಾಜಪೇಯಿ ಅವರ 97ನೇ ಜನ್ಮ ದಿನಾಚರಣೆ ಹಿನ್ನೆಲೆಯಲ್ಲಿ ವಾಜಪೇಯಿ ಸಮಾಧಿಗೆ ಪ್ರಧಾನಮಂತ್ರಿ ನರೇಂದ್ರ ಮೋದಿ, ರಾಷ್ಟ್ರಪತಿ ರಾಮನಾಥ್ ಕೋವಿಂದ್ ಪುಷ್ಪನಮನ ಸಲ್ಲಿಸಿದರು. ದೆಹಲಿಯ ರಾಷ್ಟ್ರೀಯ ಸ್ಮೃತಿ ಸ್ಥಳದಲ್ಲಿರುವ ಸದೈವ ಅಟಲ್ ಸ್ಮಾರಕದಲ್ಲಿ ರಾಷ್ಟ್ರಪತಿ ರಾಮನಾಥ್ ಕೋವಿಂದ್, ಪ್ರಧಾನ ಮಂತ್ರಿ ನರೇಂದ್ರ ಮೋದಿ, ಗೃಹ ಸಚಿವ ಅಮಿತ್ ಶಾ, ರಕ್ಷಣಾ ಸಚಿವ ರಾಜನಾಥ್ ಸಿಂಗ್ ಸೇರಿದಂತೆ ಹಲವು ಗಣ್ಯರು ದೇಶದ ಹಿರಿಯ ಮುತ್ಸದ್ದಿ ಸಂಸದೀಯ ಪಟುವಿಗೆ ಗೌರವ ನಮನ ಸಲ್ಲಿಸಿದರು. ವಾಜಪೇಯಿಯವರ 97ನೇ ಜಯಂತಿ ಹಿನ್ನೆಲೆಯಲ್ಲಿ ಸಾಮಾಜಿಕ	[79, 216, 308, 367]
